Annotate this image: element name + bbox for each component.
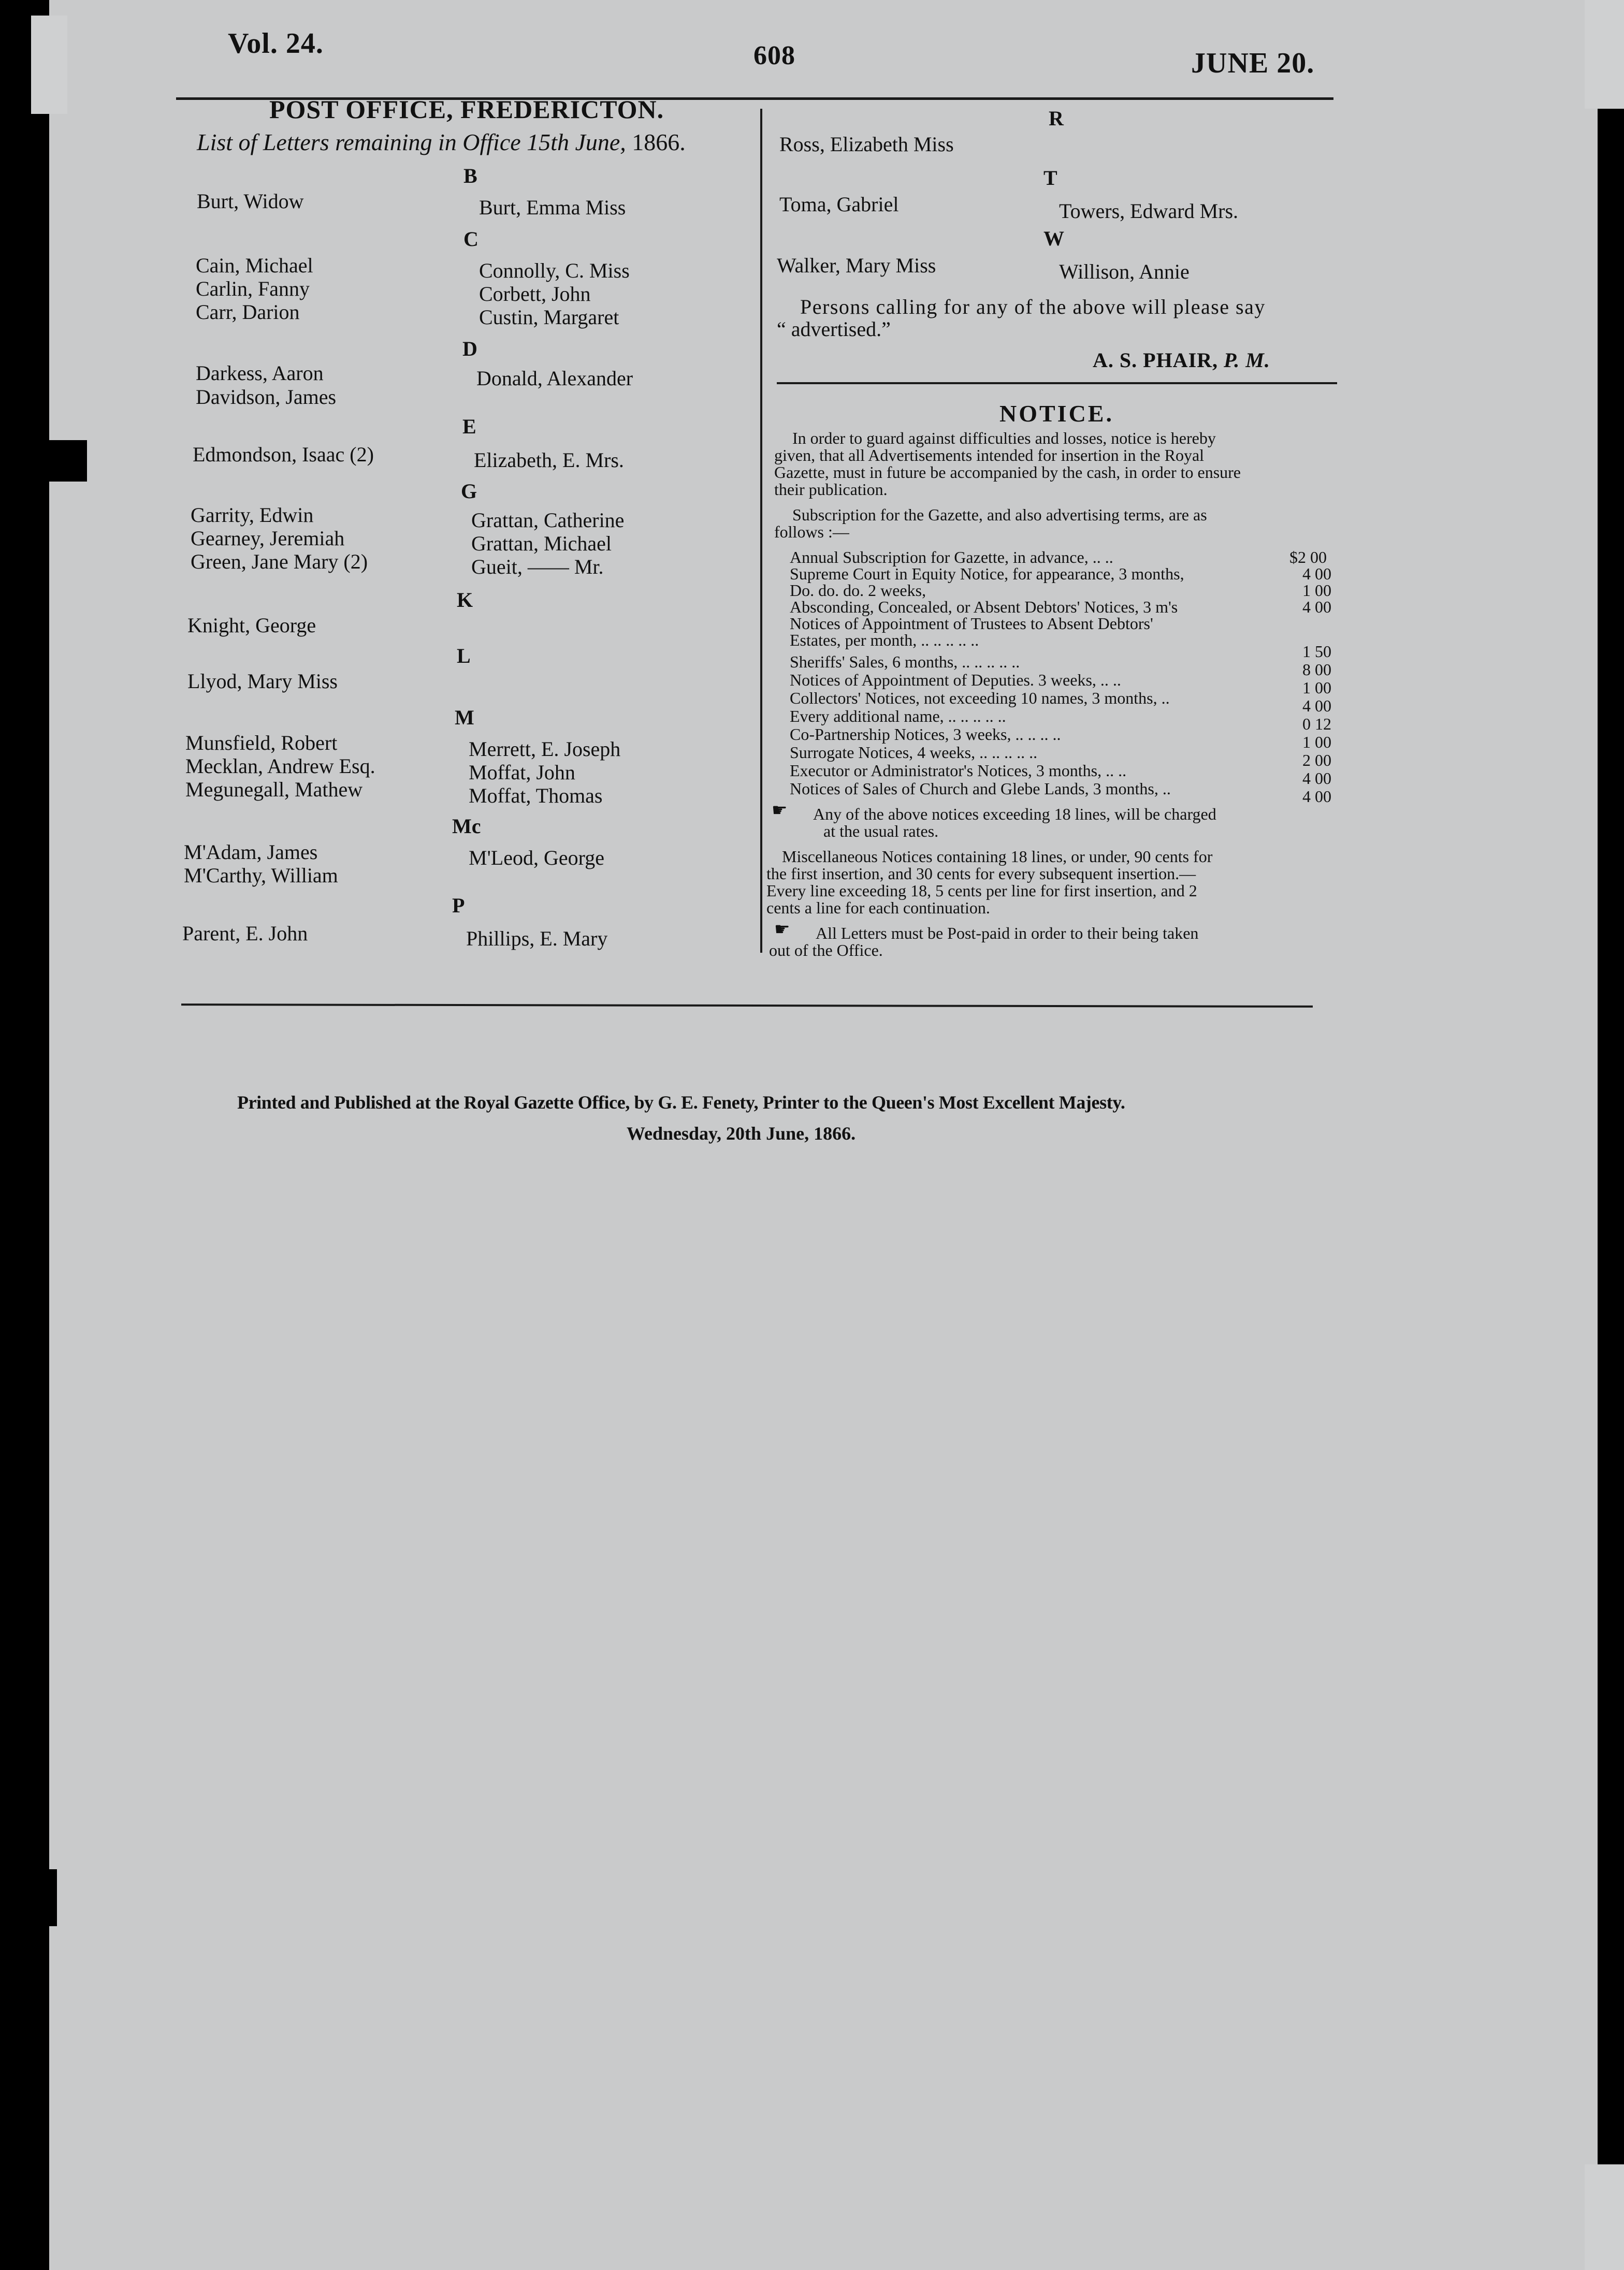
misc-line: Every line exceeding 18, 5 cents per line for first insertion, and 2 [766,881,1197,900]
imprint-date: Wednesday, 20th June, 1866. [627,1123,856,1144]
letter-name: Ross, Elizabeth Miss [779,133,954,156]
notice-para-2-line: Subscription for the Gazette, and also advertising terms, are as [792,505,1207,524]
rate-value: 4 00 [1302,598,1331,616]
misc-line: Miscellaneous Notices containing 18 lines, or under, 90 cents for [782,847,1213,866]
misc-line: the first insertion, and 30 cents for every subsequent insertion.— [766,864,1196,883]
rate-label: Co-Partnership Notices, 3 weeks, .. .. .. .. [790,725,1061,744]
letter-name: Walker, Mary Miss [777,254,936,277]
letter-name: Megunegall, Mathew [185,778,363,801]
letter-name: Carlin, Fanny [196,277,310,300]
notice-top-rule [777,382,1337,384]
right-edge-tab-bottom [1585,2164,1624,2270]
letter-name: Garrity, Edwin [191,503,314,527]
rate-value: 0 12 [1302,715,1331,733]
rate-label: Executor or Administrator's Notices, 3 months, .. .. [790,761,1127,780]
letter-name: Munsfield, Robert [185,731,338,754]
rate-value: 1 50 [1302,642,1331,661]
imprint-line: Printed and Published at the Royal Gazette Office, by G. E. Fenety, Printer to the Queen's Most Excellent Majesty. [237,1092,1125,1113]
notice-para-2-line: follows :— [774,522,849,541]
letter-name: Burt, Emma Miss [479,196,626,219]
letters-subtitle-year: 1866. [632,129,686,155]
rate-value: 4 00 [1302,696,1331,715]
rate-value: 8 00 [1302,660,1331,679]
section-letter-c: C [463,227,479,251]
postmaster-signature [1093,348,1270,372]
rate-label: Do. do. do. 2 weeks, [790,581,926,600]
section-letter-m: M [455,706,474,729]
left-edge-mark-top [0,290,9,311]
letter-name: Grattan, Catherine [471,508,625,532]
closing-instruction: Persons calling for any of the above will please say [800,295,1266,318]
section-letter-g: G [461,479,477,503]
column-divider [760,109,762,953]
letter-name: Mecklan, Andrew Esq. [185,754,375,778]
postpaid-note: All Letters must be Post-paid in order to their being taken [816,924,1199,942]
notice-heading: NOTICE. [999,400,1114,427]
rate-label: Every additional name, .. .. .. .. .. [790,707,1006,725]
letter-name: Llyod, Mary Miss [187,670,338,693]
letter-name: Knight, George [187,614,316,637]
letter-name: Towers, Edward Mrs. [1059,199,1239,223]
letter-name: Connolly, C. Miss [479,259,630,282]
letter-name: M'Leod, George [469,846,604,869]
closing-instruction-2: “ advertised.” [777,317,891,341]
section-letter-mc: Mc [452,814,481,838]
left-edge-mark [40,440,87,482]
excess-note: Any of the above notices exceeding 18 lines, will be charged [813,805,1216,823]
excess-note-2: at the usual rates. [823,822,939,840]
pointing-hand-icon: ☛ [774,920,790,939]
notice-para-1-line: given, that all Advertisements intended for insertion in the Royal [774,446,1205,464]
notice-para-1-line: Gazette, must in future be accompanied by the cash, in order to ensure [774,463,1241,482]
rate-value: 1 00 [1302,733,1331,751]
volume-label: Vol. 24. [228,27,324,60]
postmaster-title: P. M. [1224,348,1270,372]
rate-label: Sheriffs' Sales, 6 months, .. .. .. .. .. [790,652,1020,671]
rate-label: Collectors' Notices, not exceeding 10 names, 3 months, .. [790,689,1170,707]
letter-name: Willison, Annie [1059,260,1190,283]
section-letter-e: E [462,415,476,438]
section-letter-b: B [463,164,477,187]
rate-value: 4 00 [1302,564,1331,583]
letter-name: Moffat, John [469,761,575,784]
rate-label: Annual Subscription for Gazette, in advance, .. .. [790,548,1113,566]
pointing-hand-icon: ☛ [772,801,788,820]
letter-name: Phillips, E. Mary [466,927,608,950]
section-letter-w: W [1043,227,1064,250]
letter-name: Donald, Alexander [476,367,633,390]
letter-name: M'Adam, James [184,840,318,864]
letter-name: Darkess, Aaron [196,361,324,385]
rate-label: Surrogate Notices, 4 weeks, .. .. .. .. .. [790,743,1038,762]
letter-name: Elizabeth, E. Mrs. [474,448,624,472]
rate-value: 1 00 [1302,581,1331,600]
letters-subtitle-text: List of Letters remaining in Office 15th June, [197,129,626,155]
rate-label: Notices of Appointment of Trustees to Absent Debtors' [790,614,1153,633]
letter-name: Toma, Gabriel [779,193,899,216]
letter-name: Parent, E. John [182,922,308,945]
rate-label: Notices of Sales of Church and Glebe Lands, 3 months, .. [790,779,1171,798]
rate-value: $2 00 [1289,548,1327,566]
section-letter-l: L [457,644,471,667]
rate-label: Estates, per month, .. .. .. .. .. [790,631,979,649]
letter-name: Edmondson, Isaac (2) [193,443,374,466]
letter-name: Cain, Michael [196,254,313,277]
letters-title: POST OFFICE, FREDERICTON. [269,95,664,124]
letter-name: Corbett, John [479,282,591,305]
letter-name: Carr, Darion [196,300,300,324]
letter-name: Moffat, Thomas [469,784,603,807]
section-letter-r: R [1049,107,1064,130]
left-edge-tab-top [31,16,67,114]
rate-value: 1 00 [1302,678,1331,697]
letter-name: Gueit, —— Mr. [471,555,604,578]
letter-name: M'Carthy, William [184,864,338,887]
letter-name: Davidson, James [196,385,337,409]
notice-para-1-line: their publication. [774,480,888,499]
issue-date: JUNE 20. [1191,47,1315,79]
postpaid-note-2: out of the Office. [769,941,883,959]
section-letter-k: K [457,588,473,612]
letter-name: Gearney, Jeremiah [191,527,345,550]
rate-value: 2 00 [1302,751,1331,769]
misc-line: cents a line for each continuation. [766,898,990,917]
rate-label: Notices of Appointment of Deputies. 3 weeks, .. .. [790,671,1121,689]
letters-subtitle [197,128,686,156]
left-edge-mark-lower [44,1869,57,1926]
letter-name: Burt, Widow [197,190,304,213]
section-letter-d: D [462,337,477,360]
right-edge-tab-top [1585,0,1624,109]
page-number: 608 [753,41,795,70]
letter-name: Grattan, Michael [471,532,612,555]
rate-label: Absconding, Concealed, or Absent Debtors' Notices, 3 m's [790,598,1178,616]
rate-value: 4 00 [1302,787,1331,806]
letter-name: Green, Jane Mary (2) [191,550,368,573]
postmaster-name: A. S. PHAIR, [1093,348,1219,372]
rate-label: Supreme Court in Equity Notice, for appearance, 3 months, [790,564,1184,583]
letter-name: Custin, Margaret [479,305,619,329]
section-letter-p: P [452,894,465,917]
section-letter-t: T [1043,166,1057,190]
rate-value: 4 00 [1302,769,1331,788]
letter-name: Merrett, E. Joseph [469,737,621,761]
notice-para-1-line: In order to guard against difficulties and losses, notice is hereby [792,429,1216,447]
